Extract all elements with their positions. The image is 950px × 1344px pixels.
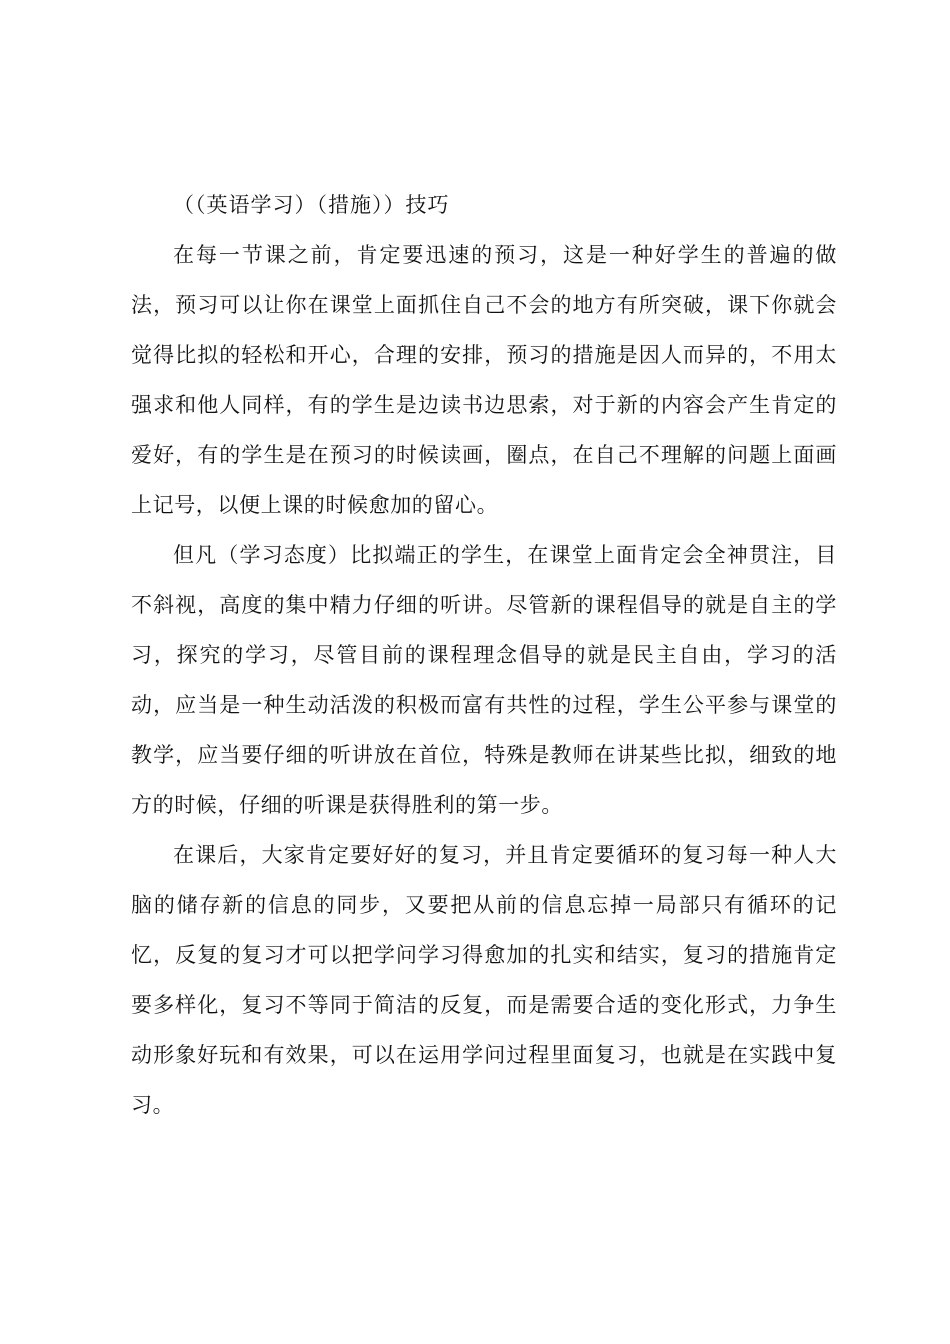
paragraph-review: 在课后，大家肯定要好好的复习，并且肯定要循环的复习每一种人大脑的储存新的信息的同步，又要把从前的信息忘掉一局部只有循环的记忆，反复的复习才可以把学问学习得愈加的扎实和结实，复习的措施肯定要多样化，复习不等同于简洁的反复，而是需要合适的变化形式，力争生动形象好玩和有效果，可以在运用学问过程里面复习，也就是在实践中复习。 [131, 843, 837, 1117]
paragraph-listening: 但凡（学习态度）比拟端正的学生，在课堂上面肯定会全神贯注，目不斜视，高度的集中精力仔细的听讲。尽管新的课程倡导的就是自主的学习，探究的学习，尽管目前的课程理念倡导的就是民主自由，学习的活动，应当是一种生动活泼的积极而富有共性的过程，学生公平参与课堂的教学，应当要仔细的听讲放在首位，特殊是教师在讲某些比拟，细致的地方的时候，仔细的听课是获得胜利的第一步。 [131, 543, 837, 817]
document-heading: （（英语学习）（措施））技巧 [173, 193, 450, 217]
paragraph-preview: 在每一节课之前，肯定要迅速的预习，这是一种好学生的普遍的做法，预习可以让你在课堂上面抓住自己不会的地方有所突破，课下你就会觉得比拟的轻松和开心，合理的安排，预习的措施是因人而异的，不用太强求和他人同样，有的学生是边读书边思索，对于新的内容会产生肯定的爱好，有的学生是在预习的时候读画，圈点，在自己不理解的问题上面画上记号，以便上课的时候愈加的留心。 [131, 243, 837, 517]
document-body [131, 180, 837, 1130]
